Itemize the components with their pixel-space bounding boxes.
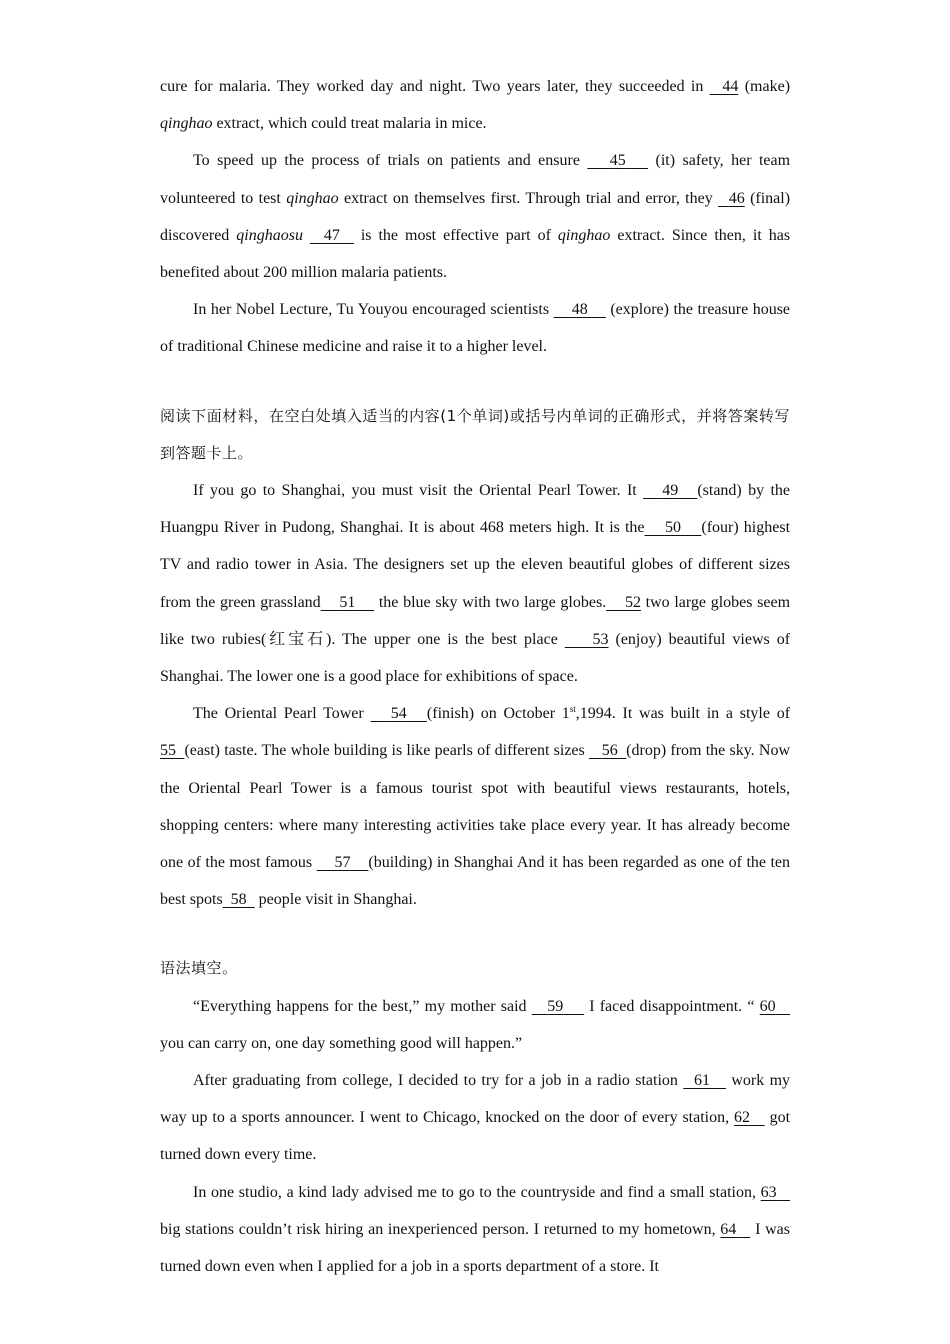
blank-62[interactable]: 62 [734, 1109, 751, 1127]
passage3-instruction: 语法填空。 [160, 959, 238, 978]
passage1-paragraph-1: cure for malaria. They worked day and night. Two years later, they succeeded in 44 (make) qinghao extract, which could treat malaria in mice. [160, 78, 791, 133]
blank-58[interactable]: 58 [230, 891, 247, 909]
blank-55[interactable]: 55 [160, 742, 176, 760]
blank-53[interactable]: 53 [592, 630, 609, 648]
blank-45[interactable]: 45 [609, 152, 626, 170]
blank-46[interactable]: 46 [728, 189, 745, 207]
blank-57[interactable]: 57 [334, 854, 351, 872]
passage1-paragraph-3: In her Nobel Lecture, Tu Youyou encouraged scientists 48 (explore) the treasure house of traditional Chinese medicine and raise it to a higher level. [160, 301, 791, 356]
blank-47[interactable]: 47 [323, 226, 340, 244]
passage3-paragraph-2: After graduating from college, I decided to try for a job in a radio station 61 work my way up to a sports announcer. I went to Chicago, knocked on the door of every station, 62 got turned down every time. [160, 1072, 791, 1164]
document-body [160, 68, 790, 1285]
passage2-paragraph-1: If you go to Shanghai, you must visit the Oriental Pearl Tower. It 49 (stand) by the Huangpu River in Pudong, Shanghai. It is about 468 meters high. It is the 50 (four) highest TV and radio tower in Asia. The designers set up the eleven beautiful globes of different sizes from the green grassland 51 the blue sky with two large globes. 52 two large globes seem like two rubies(红宝石). The upper one is the best place 53 (enjoy) beautiful views of Shanghai. The lower one is a good place for exhibitions of space. [160, 482, 791, 686]
blank-51[interactable]: 51 [339, 593, 356, 611]
passage3-paragraph-1: “Everything happens for the best,” my mother said 59 I faced disappointment. “ 60 you can carry on, one day something good will happen.” [160, 988, 790, 1062]
blank-52[interactable]: 52 [624, 593, 641, 611]
blank-61[interactable]: 61 [693, 1072, 710, 1090]
blank-50[interactable]: 50 [664, 519, 681, 537]
blank-54[interactable]: 54 [390, 705, 407, 723]
blank-60[interactable]: 60 [759, 997, 776, 1015]
blank-59[interactable]: 59 [547, 997, 564, 1015]
blank-64[interactable]: 64 [720, 1220, 737, 1238]
passage3-paragraph-3: In one studio, a kind lady advised me to go to the countryside and find a small station, 63 big stations couldn’t risk hiring an inexperienced person. I returned to my hometown, 64 I was turned down even when I applied for a job in a sports department of a store. It [160, 1183, 791, 1276]
passage2-instruction: 阅读下面材料，在空白处填入适当的内容(1个单词)或括号内单词的正确形式，并将答案转写到答题卡上。 [160, 406, 790, 462]
blank-56[interactable]: 56 [601, 742, 618, 760]
blank-48[interactable]: 48 [571, 301, 588, 319]
blank-44[interactable]: 44 [722, 78, 739, 95]
passage1-paragraph-2: To speed up the process of trials on patients and ensure 45 (it) safety, her team volunteered to test qinghao extract on themselves first. Through trial and error, they 46 (final) discovered qinghaosu 47 is the most effective part of qinghao extract. Since then, it has benefited about 200 million malaria patients. [160, 152, 791, 282]
blank-63[interactable]: 63 [760, 1183, 777, 1201]
passage2-paragraph-2: The Oriental Pearl Tower 54 (finish) on October 1st,1994. It was built in a style of 55 (east) taste. The whole building is like pearls of different sizes 56 (drop) from the sky. Now the Oriental Pearl Tower is a famous tourist spot with beautiful views restaurants, hotels, shopping centers: where many interesting activities take place every year. It has already become one of the most famous 57 (building) in Shanghai And it has been regarded as one of the ten best spots 58 people visit in Shanghai. [160, 704, 791, 909]
blank-49[interactable]: 49 [662, 482, 679, 500]
